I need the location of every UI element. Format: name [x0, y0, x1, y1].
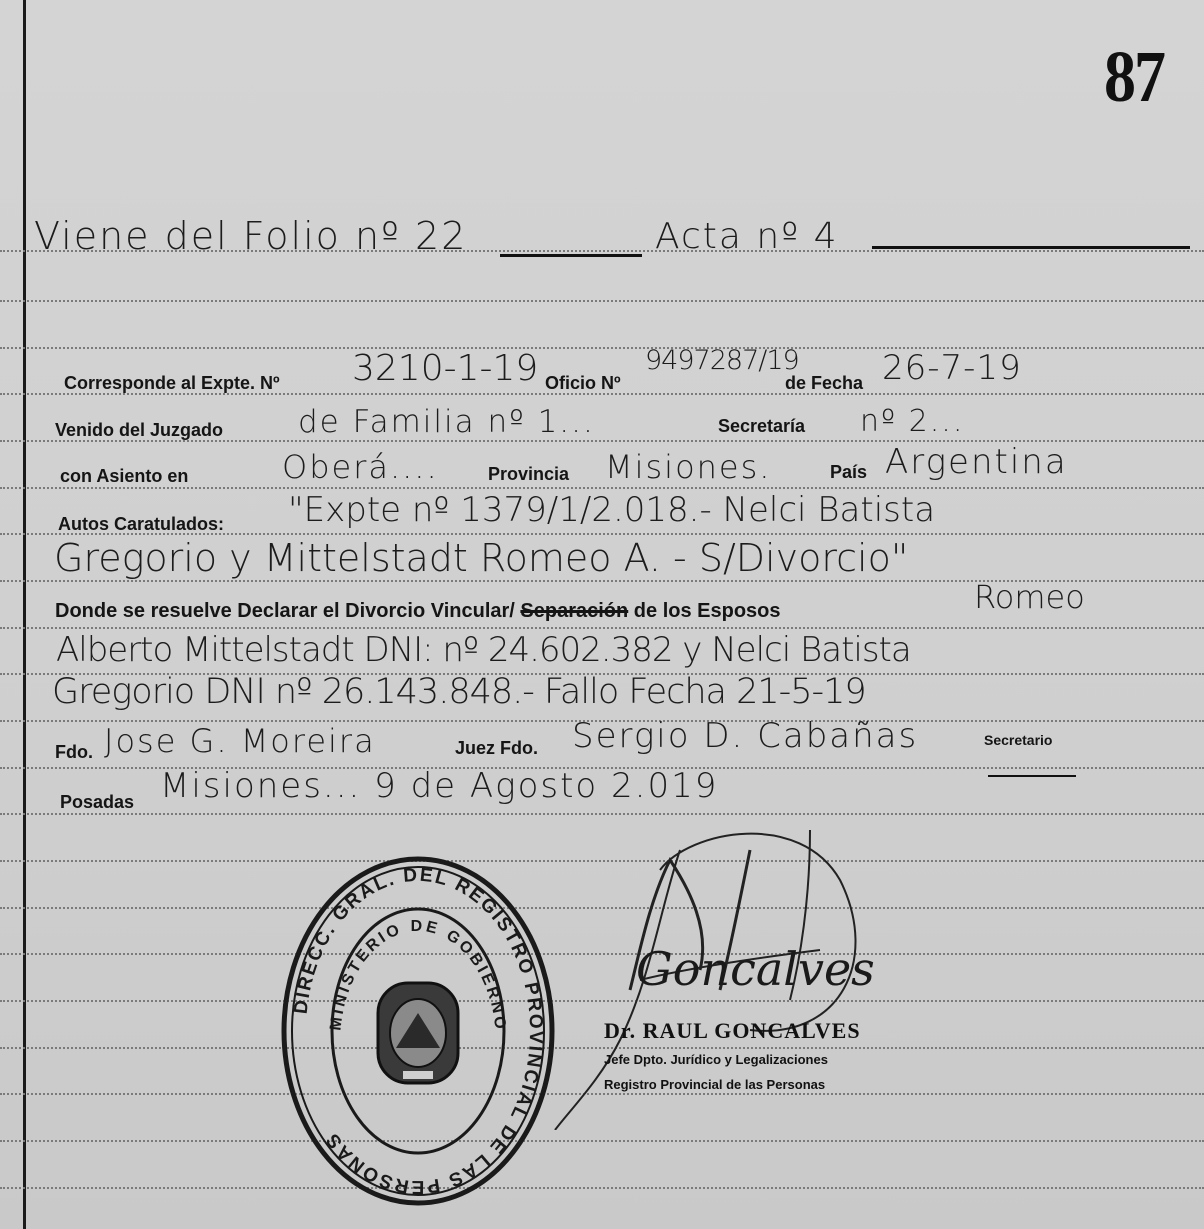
coat-of-arms-icon: [378, 983, 458, 1083]
resolucion-label-tail: de los Esposos: [633, 600, 781, 622]
lugar-value: Misiones... 9 de Agosto 2.019: [160, 766, 719, 806]
stamp-outer-text: DIRECC. GRAL. DEL REGISTRO PROVINCIAL DE LAS PERSONAS: [290, 864, 547, 1198]
page-number: 87: [1104, 35, 1164, 118]
expte-label: Corresponde al Expte. Nº: [64, 373, 280, 393]
autos-line-1: "Expte nº 1379/1/2.018.- Nelci Batista: [288, 490, 936, 530]
signature-handwriting: Goncalves: [636, 942, 875, 996]
resolucion-label-main: Donde se resuelve Declarar el Divorcio Vincular/: [55, 600, 515, 622]
juez-label: Juez Fdo.: [455, 738, 539, 758]
secretaria-label: Secretaría: [718, 416, 806, 436]
acta-number: Acta nº 4: [655, 216, 839, 257]
juzgado-label: Venido del Juzgado: [55, 420, 224, 440]
ruled-line: [0, 1187, 1204, 1189]
resolucion-label: [55, 600, 781, 623]
pais-label: País: [830, 462, 868, 482]
resolucion-line-2: Gregorio DNI nº 26.143.848.- Fallo Fecha 21-5-19: [52, 672, 866, 712]
autos-label: Autos Caratulados:: [58, 514, 225, 534]
signer-name: Dr. RAUL GONCALVES: [604, 1018, 861, 1043]
ruled-line: [0, 1140, 1204, 1142]
juez-name: Jose G. Moreira: [104, 722, 376, 760]
lugar-label: Posadas: [60, 792, 135, 812]
asiento-label: con Asiento en: [60, 466, 189, 486]
asiento-value: Oberá....: [282, 448, 439, 486]
resolucion-line-1: Alberto Mittelstadt DNI: nº 24.602.382 y Nelci Batista: [56, 630, 911, 670]
fill-line: [872, 246, 1190, 249]
secretario-name: Sergio D. Cabañas: [572, 716, 919, 756]
fecha-label: de Fecha: [785, 373, 864, 393]
margin-line: [23, 0, 26, 1229]
folio-origin: Viene del Folio nº 22: [34, 214, 468, 258]
fecha-value: 26-7-19: [882, 348, 1022, 388]
resolucion-label-struck: Separación: [520, 600, 629, 622]
resolucion-first-name: Romeo: [974, 578, 1085, 616]
ruled-line: [0, 627, 1204, 629]
provincia-value: Misiones.: [605, 448, 772, 486]
oficio-value: 9497287/19: [645, 345, 799, 376]
fdo-label: Fdo.: [55, 742, 93, 762]
fill-line: [500, 254, 642, 257]
autos-line-2: Gregorio y Mittelstadt Romeo A. - S/Divorcio": [54, 536, 909, 580]
oficio-label: Oficio Nº: [545, 373, 621, 393]
provincia-label: Provincia: [488, 464, 570, 484]
ruled-line: [0, 347, 1204, 349]
juzgado-value: de Familia nº 1...: [298, 404, 595, 440]
ruled-line: [0, 300, 1204, 302]
secretario-label: Secretario: [984, 732, 1053, 748]
official-stamp: [278, 853, 558, 1208]
pais-value: Argentina: [885, 442, 1068, 482]
expte-value: 3210-1-19: [352, 348, 539, 389]
ruled-line: [0, 487, 1204, 489]
fill-line: [988, 775, 1076, 777]
secretaria-value: nº 2...: [860, 404, 965, 439]
signer-role: Jefe Dpto. Jurídico y Legalizaciones: [604, 1052, 828, 1067]
signer-office: Registro Provincial de las Personas: [604, 1077, 826, 1092]
signature-block: [604, 1018, 861, 1092]
stamp-inner-text: MINISTERIO DE GOBIERNO: [327, 917, 509, 1033]
